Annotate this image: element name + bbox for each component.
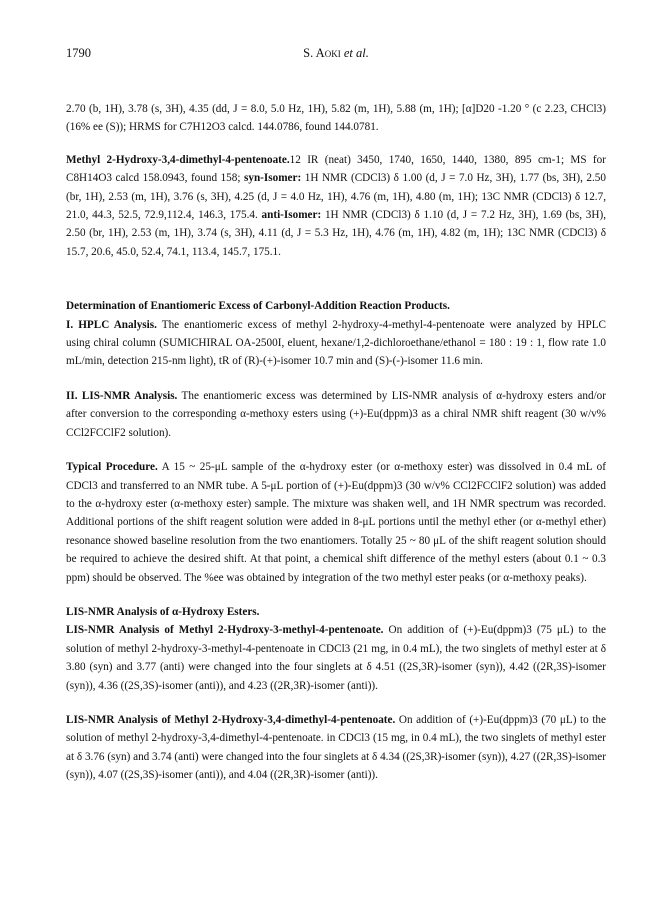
running-head-suffix: et al. [340, 46, 369, 60]
hplc-heading: I. HPLC Analysis. [66, 318, 157, 331]
text-run: 12 IR (neat) 3450, 1740, 1650, 1440, 1380, 895 cm-1; MS for C8H14O3 calcd 158.0943, found 158; [66, 153, 606, 185]
text-run: On addition of (+)-Eu(dppm)3 (70 μL) to the solution of methyl 2-hydroxy-3,4-dimethyl-4-pentenoate. in CDCl3 (15 mg, in 0.4 mL), the two singlets of methyl ester at δ 3.76 (syn) and 3.74 (anti) were changed into the four singlets at δ 4.34 ((2S,3R)-isomer (syn)), 4.27 ((2R,3S)-isomer (syn)), 4.07 ((2S,3S)-isomer (anti)), and 4.04 ((2R,3R)-isomer (anti)). [66, 713, 606, 782]
anti-isomer-label: anti-Isomer: [261, 209, 322, 222]
text-run: A 15 ~ 25-μL sample of the α-hydroxy ester (or α-methoxy ester) was dissolved in 0.4 mL of CDCl3 and transferred to an NMR tube. A 5-μL portion of (+)-Eu(dppm)3 (30 w/v% CCl2FCClF2 solution) was added to the α-hydroxy ester (α-methoxy ester) sample. The mixture was shaken well, and 1H NMR spectrum was recorded. Additional portions of the shift reagent solution were added in 8-μL portions until the methyl ether (or α-methyl ether) resonance showed baseline resolution from the two enantiomers. Totally 25 ~ 80 μL of the shift reagent solution should be required to achieve the desired shift. At that point, a chemical shift difference of the methyl esters (about 0.1 ~ 0.3 ppm) should be observed. The %ee was obtained by integration of the two methyl ester peaks (or α-methoxy peaks). [66, 461, 606, 584]
analysis-title: LIS-NMR Analysis of Methyl 2-Hydroxy-3-methyl-4-pentenoate. [66, 624, 384, 637]
text-run: 2.70 (b, 1H), 3.78 (s, 3H), 4.35 (dd, J = 8.0, 5.0 Hz, 1H), 5.82 (m, 1H), 5.88 (m, 1H); [α]D20 -1.20 ° (c 2.23, CHCl3) (16% ee (S)); HRMS for C7H12O3 calcd. 144.0786, found 144.0781. [66, 103, 606, 134]
page-number: 1790 [66, 46, 91, 60]
ee-determination-section [66, 297, 606, 371]
syn-isomer-label: syn-Isomer: [244, 172, 302, 185]
lis-nmr-dimethyl [66, 711, 606, 785]
text-run: The enantiomeric excess was determined by LIS-NMR analysis of α-hydroxy esters and/or after conversion to the corresponding α-methoxy esters using (+)-Eu(dppm)3 as a chiral NMR shift reagent (30 w/v% CCl2FCClF2 solution). [66, 389, 606, 439]
lis-nmr-hydroxy-esters [66, 603, 606, 695]
page-header [66, 46, 606, 64]
text-run: The enantiomeric excess of methyl 2-hydroxy-4-methyl-4-pentenoate were analyzed by HPLC using chiral column (SUMICHIRAL OA-2500I, eluent, hexane/1,2-dichloroethane/ethanol = 180 : 19 : 1, flow rate 1.0 mL/min, detection 215-nm light), tR of (R)-(+)-isomer 10.7 min and (S)-(-)-isomer 11.6 min. [66, 318, 606, 368]
text-run: 1H NMR (CDCl3) δ 1.00 (d, J = 7.0 Hz, 3H), 1.77 (bs, 3H), 2.50 (br, 1H), 2.53 (m, 1H), 3.76 (s, 3H), 4.25 (d, J = 4.0 Hz, 1H), 4.76 (m, 1H), 4.80 (m, 1H); 13C NMR (CDCl3) δ 12.7, 21.0, 44.3, 52.5, 72.9,112.4, 146.3, 175.4. [66, 172, 606, 222]
text-run: On addition of (+)-Eu(dppm)3 (75 μL) to the solution of methyl 2-hydroxy-3-methyl-4-pentenoate in CDCl3 (21 mg, in 0.4 mL), the two singlets of methyl ester at δ 3.80 (syn) and 3.77 (anti) were changed into the four singlets at δ 4.51 ((2S,3R)-isomer (syn)), 4.42 ((2R,3S)-isomer (syn)), 4.36 ((2S,3S)-isomer (anti)), and 4.23 ((2R,3R)-isomer (anti)). [66, 624, 606, 692]
lis-nmr-analysis [66, 387, 606, 442]
typical-procedure [66, 458, 606, 587]
running-head-author: S. Aoki [303, 46, 341, 60]
lis-nmr-heading: II. LIS-NMR Analysis. [66, 389, 178, 402]
characterization-continued [66, 100, 606, 137]
procedure-heading: Typical Procedure. [66, 461, 158, 474]
compound-dimethyl-pentenoate [66, 151, 606, 261]
running-head [66, 46, 606, 61]
article-body [66, 100, 606, 785]
compound-title: Methyl 2-Hydroxy-3,4-dimethyl-4-pentenoate. [66, 153, 290, 166]
section-heading: Determination of Enantiomeric Excess of Carbonyl-Addition Reaction Products. [66, 300, 450, 313]
analysis-title: LIS-NMR Analysis of Methyl 2-Hydroxy-3,4-dimethyl-4-pentenoate. [66, 713, 396, 726]
subsection-heading: LIS-NMR Analysis of α-Hydroxy Esters. [66, 605, 260, 618]
text-run: 1H NMR (CDCl3) δ 1.10 (d, J = 7.2 Hz, 3H), 1.69 (bs, 3H), 2.50 (br, 1H), 2.53 (m, 1H), 3.74 (s, 3H), 4.11 (d, J = 5.3 Hz, 1H), 4.76 (m, 1H), 4.82 (m, 1H); 13C NMR (CDCl3) δ 15.7, 20.6, 45.0, 52.4, 74.1, 113.4, 145.7, 175.1. [66, 209, 606, 258]
